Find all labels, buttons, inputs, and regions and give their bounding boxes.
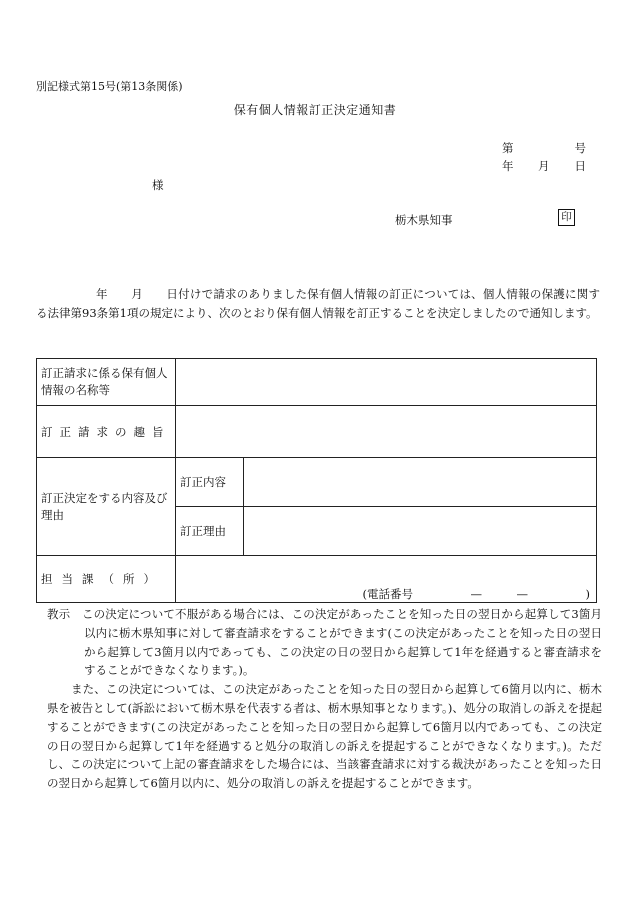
document-title: 保有個人情報訂正決定通知書: [233, 103, 397, 117]
addressee-suffix: 様: [152, 178, 164, 192]
value-request-purpose: [176, 406, 597, 458]
label-correction-reason: 訂正理由: [176, 507, 244, 556]
date-month: 月: [538, 159, 550, 173]
label-correction-content: 訂正内容: [176, 458, 244, 507]
phone-number-line: (電話番号 — — ): [362, 587, 590, 601]
form-number: 別記様式第15号(第13条関係): [36, 80, 183, 93]
issuer-name: 栃木県知事: [395, 213, 453, 227]
value-department: [176, 556, 597, 603]
doc-number-suffix: 号: [574, 141, 586, 155]
label-department: 担当課（所）: [37, 556, 176, 603]
seal-mark: 印: [558, 209, 575, 226]
body-text: 年 月 日付けで請求のありました保有個人情報の訂正については、個人情報の保護に関する法律第93条第1項の規定により、次のとおり保有個人情報を訂正することを決定しましたので通知します。: [36, 287, 600, 320]
label-info-name: 訂正請求に係る保有個人情報の名称等: [37, 359, 176, 406]
value-info-name: [176, 359, 597, 406]
appeal-notice: [36, 605, 602, 793]
decision-table: [36, 358, 597, 603]
label-decision-detail: 訂正決定をする内容及び理由: [37, 458, 176, 556]
notice-paragraph-1: 教示 この決定について不服がある場合には、この決定があったことを知った日の翌日から起算して3箇月以内に栃木県知事に対して審査請求をすることができます(この決定があったことを知った日の翌日から起算して3箇月以内であっても、この決定の日の翌日から起算して1年を経過すると審査請求をすることができなくなります。)。: [47, 607, 602, 678]
date-year: 年: [502, 159, 514, 173]
value-correction-content: [244, 458, 597, 507]
label-request-purpose: 訂正請求の趣旨: [37, 406, 176, 458]
value-correction-reason: [244, 507, 597, 556]
notice-paragraph-2: また、この決定については、この決定があったことを知った日の翌日から起算して6箇月以内に、栃木県を被告として(訴訟において栃木県を代表する者は、栃木県知事となります。)、処分の取消しの訴えを提起することができます(この決定があったことを知った日の翌日から起算して6箇月以内であっても、この決定の日の翌日から起算して1年を経過すると処分の取消しの訴えを提起することができなくなります。)。ただし、この決定について上記の審査請求をした場合には、当該審査請求に対する裁決があったことを知った日の翌日から起算して6箇月以内に、処分の取消しの訴えを提起することができます。: [47, 682, 602, 791]
date-day: 日: [574, 159, 586, 173]
doc-number-prefix: 第: [502, 141, 514, 155]
